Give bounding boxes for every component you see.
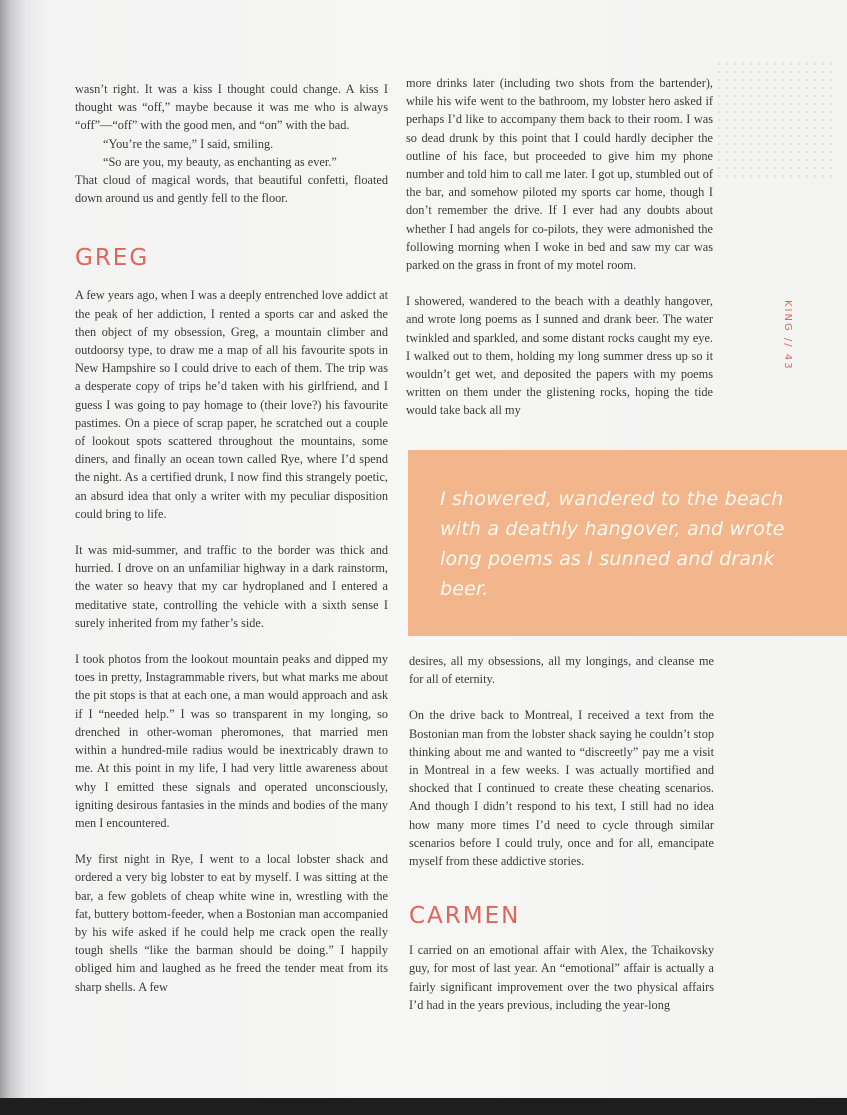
dialogue-line: “You’re the same,” I said, smiling. bbox=[103, 136, 274, 151]
right-column-top bbox=[406, 74, 713, 420]
decorative-dot-grid bbox=[715, 60, 835, 180]
pull-quote-box bbox=[408, 450, 847, 636]
body-paragraph: desires, all my obsessions, all my longings, and cleanse me for all of eternity. bbox=[409, 654, 714, 687]
intro-paragraph: wasn’t right. It was a kiss I thought could change. A kiss I thought was “off,” maybe because it was me who is always “off”—“off” with the good men, and “on” with the bad. bbox=[75, 82, 388, 133]
section-heading-carmen: CARMEN bbox=[409, 903, 521, 930]
running-head-page-number: KING // 43 bbox=[782, 300, 793, 371]
section-heading-greg: GREG bbox=[75, 245, 150, 272]
body-paragraph: On the drive back to Montreal, I received a text from the Bostonian man from the lobster shack saying he couldn’t stop thinking about me and wanted to “discreetly” pay me a visit in Montreal in a few weeks. I was actually mortified and shocked that I continued to create these cheating scenarios. And though I didn’t respond to his text, I still had no idea how many more times I’d need to cycle through similar scenarios before I could truly, once and for all, emancipate myself from these addictive stories. bbox=[409, 708, 714, 869]
body-paragraph: I showered, wandered to the beach with a deathly hangover, and wrote long poems as I sunned and drank beer. The water twinkled and sparkled, and some distant rocks caught my eye. I walked out to them, holding my long summer dress up so it wouldn’t get wet, and deposited the papers with my poems written on them under the glistening rocks, hoping the tide would take back all my bbox=[406, 294, 713, 418]
left-column bbox=[75, 80, 388, 996]
body-paragraph: My first night in Rye, I went to a local lobster shack and ordered a very big lobster to eat by myself. I was sitting at the bar, a few goblets of cheap white wine in, wrestling with the fat, buttery bottom-feeder, when a Bostonian man accompanied by his wife asked if he could help me crack open the really tough shells “like the barman should be doing.” I happily obliged him and laughed as he freed the tender meat from its sharp shells. A few bbox=[75, 852, 388, 994]
right-column-bottom bbox=[409, 652, 714, 1014]
body-paragraph: It was mid-summer, and traffic to the border was thick and hurried. I drove on an unfamiliar highway in a dark rainstorm, the water so heavy that my car hydroplaned and I entered a meditative state, controlling the vehicle with a sixth sense I surely inherited from my father’s side. bbox=[75, 543, 388, 630]
dialogue-line: “So are you, my beauty, as enchanting as ever.” bbox=[103, 154, 337, 169]
body-paragraph: more drinks later (including two shots from the bartender), while his wife went to the bathroom, my lobster hero asked if perhaps I’d like to accompany them back to their room. I was so dead drunk by this point that I could hardly decipher the outline of his face, but proceeded to give him my phone number and told him to call me later. I got up, stumbled out of the bar, and somehow piloted my sports car home, though I don’t remember the drive. If I ever had any doubts about whether I had angels for co-pilots, they were admonished the following morning when I woke in bed and saw my car was parked on the grass in front of my motel room. bbox=[406, 76, 713, 273]
body-paragraph: I took photos from the lookout mountain peaks and dipped my toes in pretty, Instagrammable rivers, but what marks me about the pit stops is that at each one, a man would approach and ask if I “needed help.” I was so transparent in my longing, so drenched in other-woman pheromones, that married men within a hundred-mile radius would be inextricably drawn to me. At this point in my life, I had very little awareness about why I emitted these signals and operated unconsciously, igniting desirous fantasies in the minds and bodies of the many men I encountered. bbox=[75, 652, 388, 830]
body-paragraph: A few years ago, when I was a deeply entrenched love addict at the peak of her addiction, I rented a sports car and asked the then object of my obsession, Greg, a mountain climber and outdoorsy type, to draw me a map of all his favourite spots in New Hampshire so I could drive to each of them. The trip was a desperate copy of trips he’d taken with his girlfriend, and I guess I was going to pay homage to (their love?) his favourite pastimes. On a piece of scrap paper, he scratched out a couple of lookout spots scattered throughout the mountains, some diners, and finally an ocean town called Rye, where I’d spend the night. As a certified drunk, I now find this strangely poetic, an absurd idea that only a writer with my peculiar disposition could bring to life. bbox=[75, 288, 388, 521]
scan-bottom-edge bbox=[0, 1098, 847, 1115]
body-paragraph: I carried on an emotional affair with Alex, the Tchaikovsky guy, for most of last year. An “emotional” affair is actually a fairly significant improvement over the two physical affairs I’d had in the years previous, including the year-long bbox=[409, 943, 714, 1012]
intro-paragraph: That cloud of magical words, that beautiful confetti, floated down around us and gently fell to the floor. bbox=[75, 173, 388, 206]
pull-quote-text: I showered, wandered to the beach with a deathly hangover, and wrote long poems as I sunned and drank beer. bbox=[440, 488, 785, 600]
